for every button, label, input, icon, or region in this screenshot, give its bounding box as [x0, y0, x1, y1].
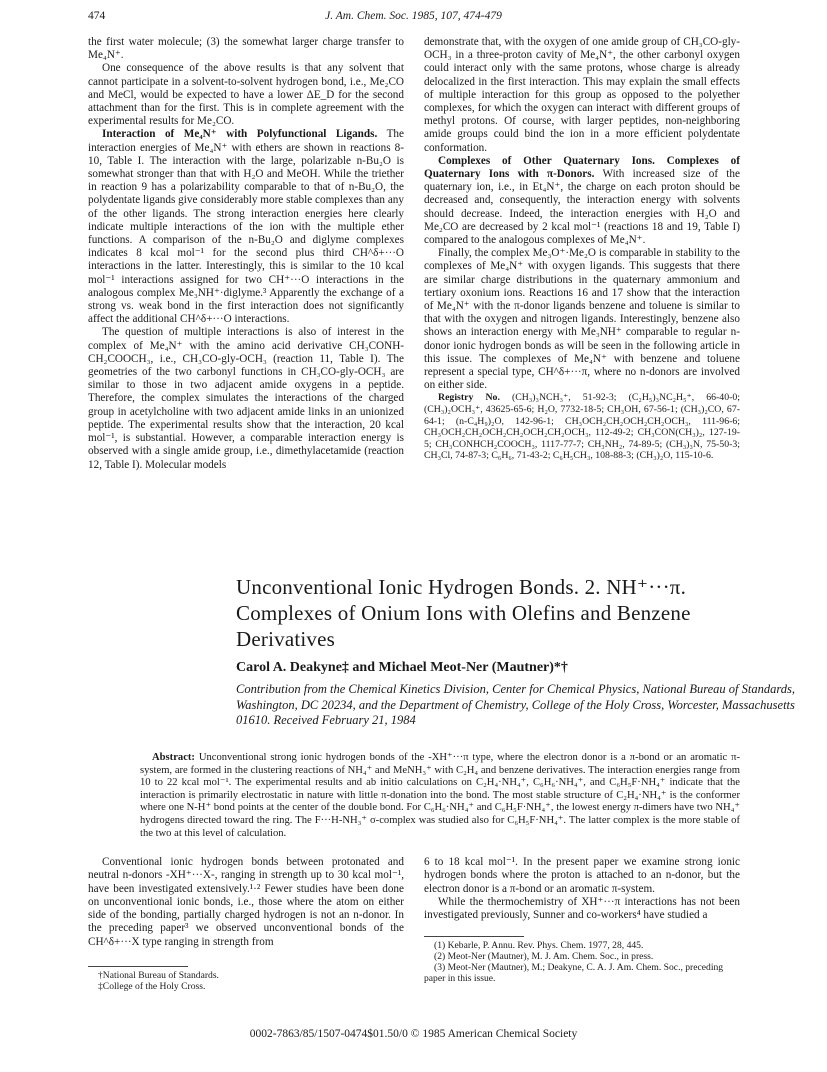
- registry-text: (CH₃)₃NCH₃⁺, 51-92-3; (C₂H₅)₃NC₂H₅⁺, 66-40-0; (CH₃)₂OCH₃⁺, 43625-65-6; H₂O, 7732-18-5; CH₃OH, 67-56-1; (CH₃)₂CO, 67-64-1; (n-C₄H₉)₂O, 142-96-1; CH₃OCH₂CH₂OCH₂CH₂OCH₃, 111-96-6; CH₃OCH₂CH₂OCH₂CH₂OCH₂CH₂OCH₃, 112-49-2; CH₃CON(CH₃)₂, 127-19-5; CH₃CONHCH₂COOCH₃, 1117-77-7; CH₃NH₂, 74-89-5; (CH₃)₃N, 75-50-3; CH₃Cl, 74-87-3; C₆H₆, 71-43-2; C₆H₅CH₃, 108-88-3; (CH₃)₂O, 115-10-6.: [424, 392, 740, 462]
- body-right-column: [424, 856, 740, 922]
- reference: (1) Kebarle, P. Annu. Rev. Phys. Chem. 1977, 28, 445.: [434, 940, 644, 951]
- references: [424, 940, 740, 984]
- paragraph-text: The interaction energies of Me₄N⁺ with ethers are shown in reactions 8-10, Table I. The interaction with the large, polarizable n-Bu₂O is somewhat stronger than that with H₂O and MeOH. While the triether in reaction 9 has a polarizability comparable to that of n-Bu₂O, the polydentate ligands give considerably more stable complexes than any of the other ligands. The strong interaction energies here clearly indicate multiple interactions of the ion with the multiple ether functions. A comparison of the n-Bu₂O and diglyme complexes indicates 8 kcal mol⁻¹ for the second plus third CH^δ+···O interactions in the latter. Interestingly, this is similar to the 10 kcal mol⁻¹ interactions assigned for two CH⁺···O interactions in the analogous complex Me₃NH⁺·diglyme.³ Apparently the exchange of a strong vs. weak bond in the first interaction does not significantly affect the additional CH^δ+···O interactions.: [88, 128, 404, 326]
- article-authors: Carol A. Deakyne‡ and Michael Meot-Ner (Mautner)*†: [236, 660, 568, 675]
- paragraph-text: Conventional ionic hydrogen bonds between protonated and neutral n-donors -XH⁺···X-, ranging in strength up to 30 kcal mol⁻¹, have been investigated extensively.¹·² Fewer studies have been done on unconventional ionic bonds, i.e., those where the atom on either side of the bonding, partially charged hydrogen is not an n-donor. In the preceding paper³ we observed unconventional bonds of the CH^δ+···X type ranging in strength from: [88, 856, 404, 948]
- paragraph-text: demonstrate that, with the oxygen of one amide group of CH₃CO-gly-OCH₃ in a three-proton cavity of Me₄N⁺, the other carbonyl oxygen could interact only with the same protons, whose charge is already delocalized in the first interaction. This may explain the small effects of multiple interaction for this group as opposed to the polyether complexes, for which the oxygen can interact with different groups of methyl protons. Of course, with larger peptides, non-neighboring amide groups could bind the ion in a more efficient polydentate conformation.: [424, 36, 740, 154]
- paragraph: [88, 128, 404, 326]
- registry-numbers: [424, 392, 740, 462]
- paragraph-text: the first water molecule; (3) the somewhat larger charge transfer to Me₄N⁺.: [88, 36, 404, 62]
- paragraph: [88, 856, 404, 949]
- section-heading: Complexes of Other Quaternary Ions. Complexes of Quaternary Ions with π-Donors.: [424, 154, 740, 181]
- paragraph: [424, 36, 740, 155]
- abstract-text: Unconventional strong ionic hydrogen bonds of the -XH⁺···π type, where the electron donor is a π-bond or an aromatic π-system, are formed in the clustering reactions of NH₄⁺ and MeNH₃⁺ with C₂H₄ and benzene derivatives. The interaction energies range from 10 to 22 kcal mol⁻¹. The experimental results and ab initio calculations on C₂H₄·NH₄⁺, C₆H₆·NH₄⁺, and C₆H₅F·NH₄⁺ indicate that the interaction is primarily electrostatic in nature with little π-donation into the bond. The most stable structure of C₂H₄·NH₄⁺ is the conformer where one N-H⁺ bond points at the center of the double bond. For C₆H₆·NH₄⁺ and C₆H₅F·NH₄⁺, the lowest energy π-dimers have two NH₄⁺ hydrogens directed toward the ring. The F···H-NH₃⁺ σ-complex was studied also for C₆H₅F·NH₄⁺. The latter complex is the more stable of the two at this level of calculation.: [140, 752, 740, 839]
- abstract-label: Abstract:: [152, 752, 195, 763]
- reference: (3) Meot-Ner (Mautner), M.; Deakyne, C. A. J. Am. Chem. Soc., preceding paper in this issue.: [424, 962, 724, 984]
- paragraph: [424, 856, 740, 896]
- right-column: [424, 36, 740, 462]
- paragraph-text: 6 to 18 kcal mol⁻¹. In the present paper we examine strong ionic hydrogen bonds where the proton is attached to an n-donor, but the electron donor is a π-bond or an aromatic π-system.: [424, 856, 740, 895]
- article-title: Unconventional Ionic Hydrogen Bonds. 2. NH⁺···π. Complexes of Onium Ions with Olefins and Benzene Derivatives: [236, 575, 691, 651]
- paragraph-text: One consequence of the above results is that any solvent that cannot participate in a solvent-to-solvent hydrogen bond, i.e., Me₂CO and MeCl, would be expected to have a lower ΔE_D for the second attachment than for the first. This is in complete agreement with the experimental results for Me₂CO.: [88, 62, 404, 128]
- paragraph: [88, 36, 404, 62]
- paragraph: [424, 247, 740, 392]
- left-column: [88, 36, 404, 472]
- references-rule: [424, 936, 524, 937]
- footnote: †National Bureau of Standards.: [98, 970, 219, 981]
- body-left-column: [88, 856, 404, 949]
- registry-label: Registry No.: [438, 392, 500, 404]
- article-affiliation: Contribution from the Chemical Kinetics Division, Center for Chemical Physics, National Bureau of Standards, Washington, DC 20234, and the Department of Chemistry, College of the Holy Cross, Worcester, Massachusetts 01610. Received February 21, 1984: [236, 682, 795, 727]
- page-number: 474: [88, 10, 106, 22]
- paragraph: [424, 896, 740, 923]
- reference: (2) Meot-Ner (Mautner), M. J. Am. Chem. Soc., in press.: [434, 951, 654, 962]
- paragraph-text: While the thermochemistry of XH⁺···π interactions has not been investigated previously, Sunner and co-workers⁴ have studied a: [424, 895, 740, 922]
- footnote-rule: [88, 966, 188, 967]
- journal-citation: J. Am. Chem. Soc. 1985, 107, 474-479: [325, 10, 502, 22]
- paragraph: [88, 62, 404, 128]
- paragraph-text: The question of multiple interactions is also of interest in the complex of Me₄N⁺ with the amino acid derivative CH₃CONH-CH₂COOCH₃, i.e., CH₃CO-gly-OCH₃ (reaction 11, Table I). The geometries of the two carbonyl functions in CH₃CO-gly-OCH₃ are similar to those in two adjacent amide oxygens in a peptide. Therefore, the complex simulates the interactions of the charged group in acetylcholine with two adjacent amide links in an unionized peptide. The experimental results show that the interaction, 20 kcal mol⁻¹, is substantial. However, a comparable interaction energy is observed with a single amide group, i.e., dimethylacetamide (reaction 12, Table I). Molecular models: [88, 326, 404, 471]
- paragraph: [88, 326, 404, 471]
- paragraph-text: With increased size of the quaternary ion, i.e., in Et₄N⁺, the charge on each proton should be decreased and, consequently, the interaction energy with solvents should decrease. Indeed, the interaction energies with H₂O and Me₂CO are decreased by 2 kcal mol⁻¹ (reactions 18 and 19, Table I) compared to the analogous complexes of Me₄N⁺.: [424, 168, 740, 247]
- page-footer: 0002-7863/85/1507-0474$01.50/0 © 1985 American Chemical Society: [249, 1028, 578, 1040]
- section-heading: Interaction of Me₄N⁺ with Polyfunctional Ligands.: [102, 128, 378, 141]
- abstract: [140, 752, 740, 840]
- footnote: ‡College of the Holy Cross.: [98, 981, 206, 992]
- paragraph-text: Finally, the complex Me₃O⁺·Me₂O is comparable in stability to the complexes of Me₄N⁺ with oxygen ligands. This suggests that there are similar charge distributions in the quaternary ammonium and tertiary oxonium ions. Reactions 16 and 17 show that the interaction of Me₄N⁺ with the π-donor ligands benzene and toluene is similar to that with the oxygen and nitrogen ligands. Interestingly, benzene also shows an interaction energy with Me₃NH⁺ comparable to regular n-donor ionic hydrogen bonds as will be seen in the following article in this issue. The complexes of Me₄N⁺ with benzene and toluene represent a special type, CH^δ+···π, where no n-donors are involved on either side.: [424, 247, 740, 392]
- paragraph: [424, 155, 740, 247]
- affiliation-notes: [88, 970, 404, 992]
